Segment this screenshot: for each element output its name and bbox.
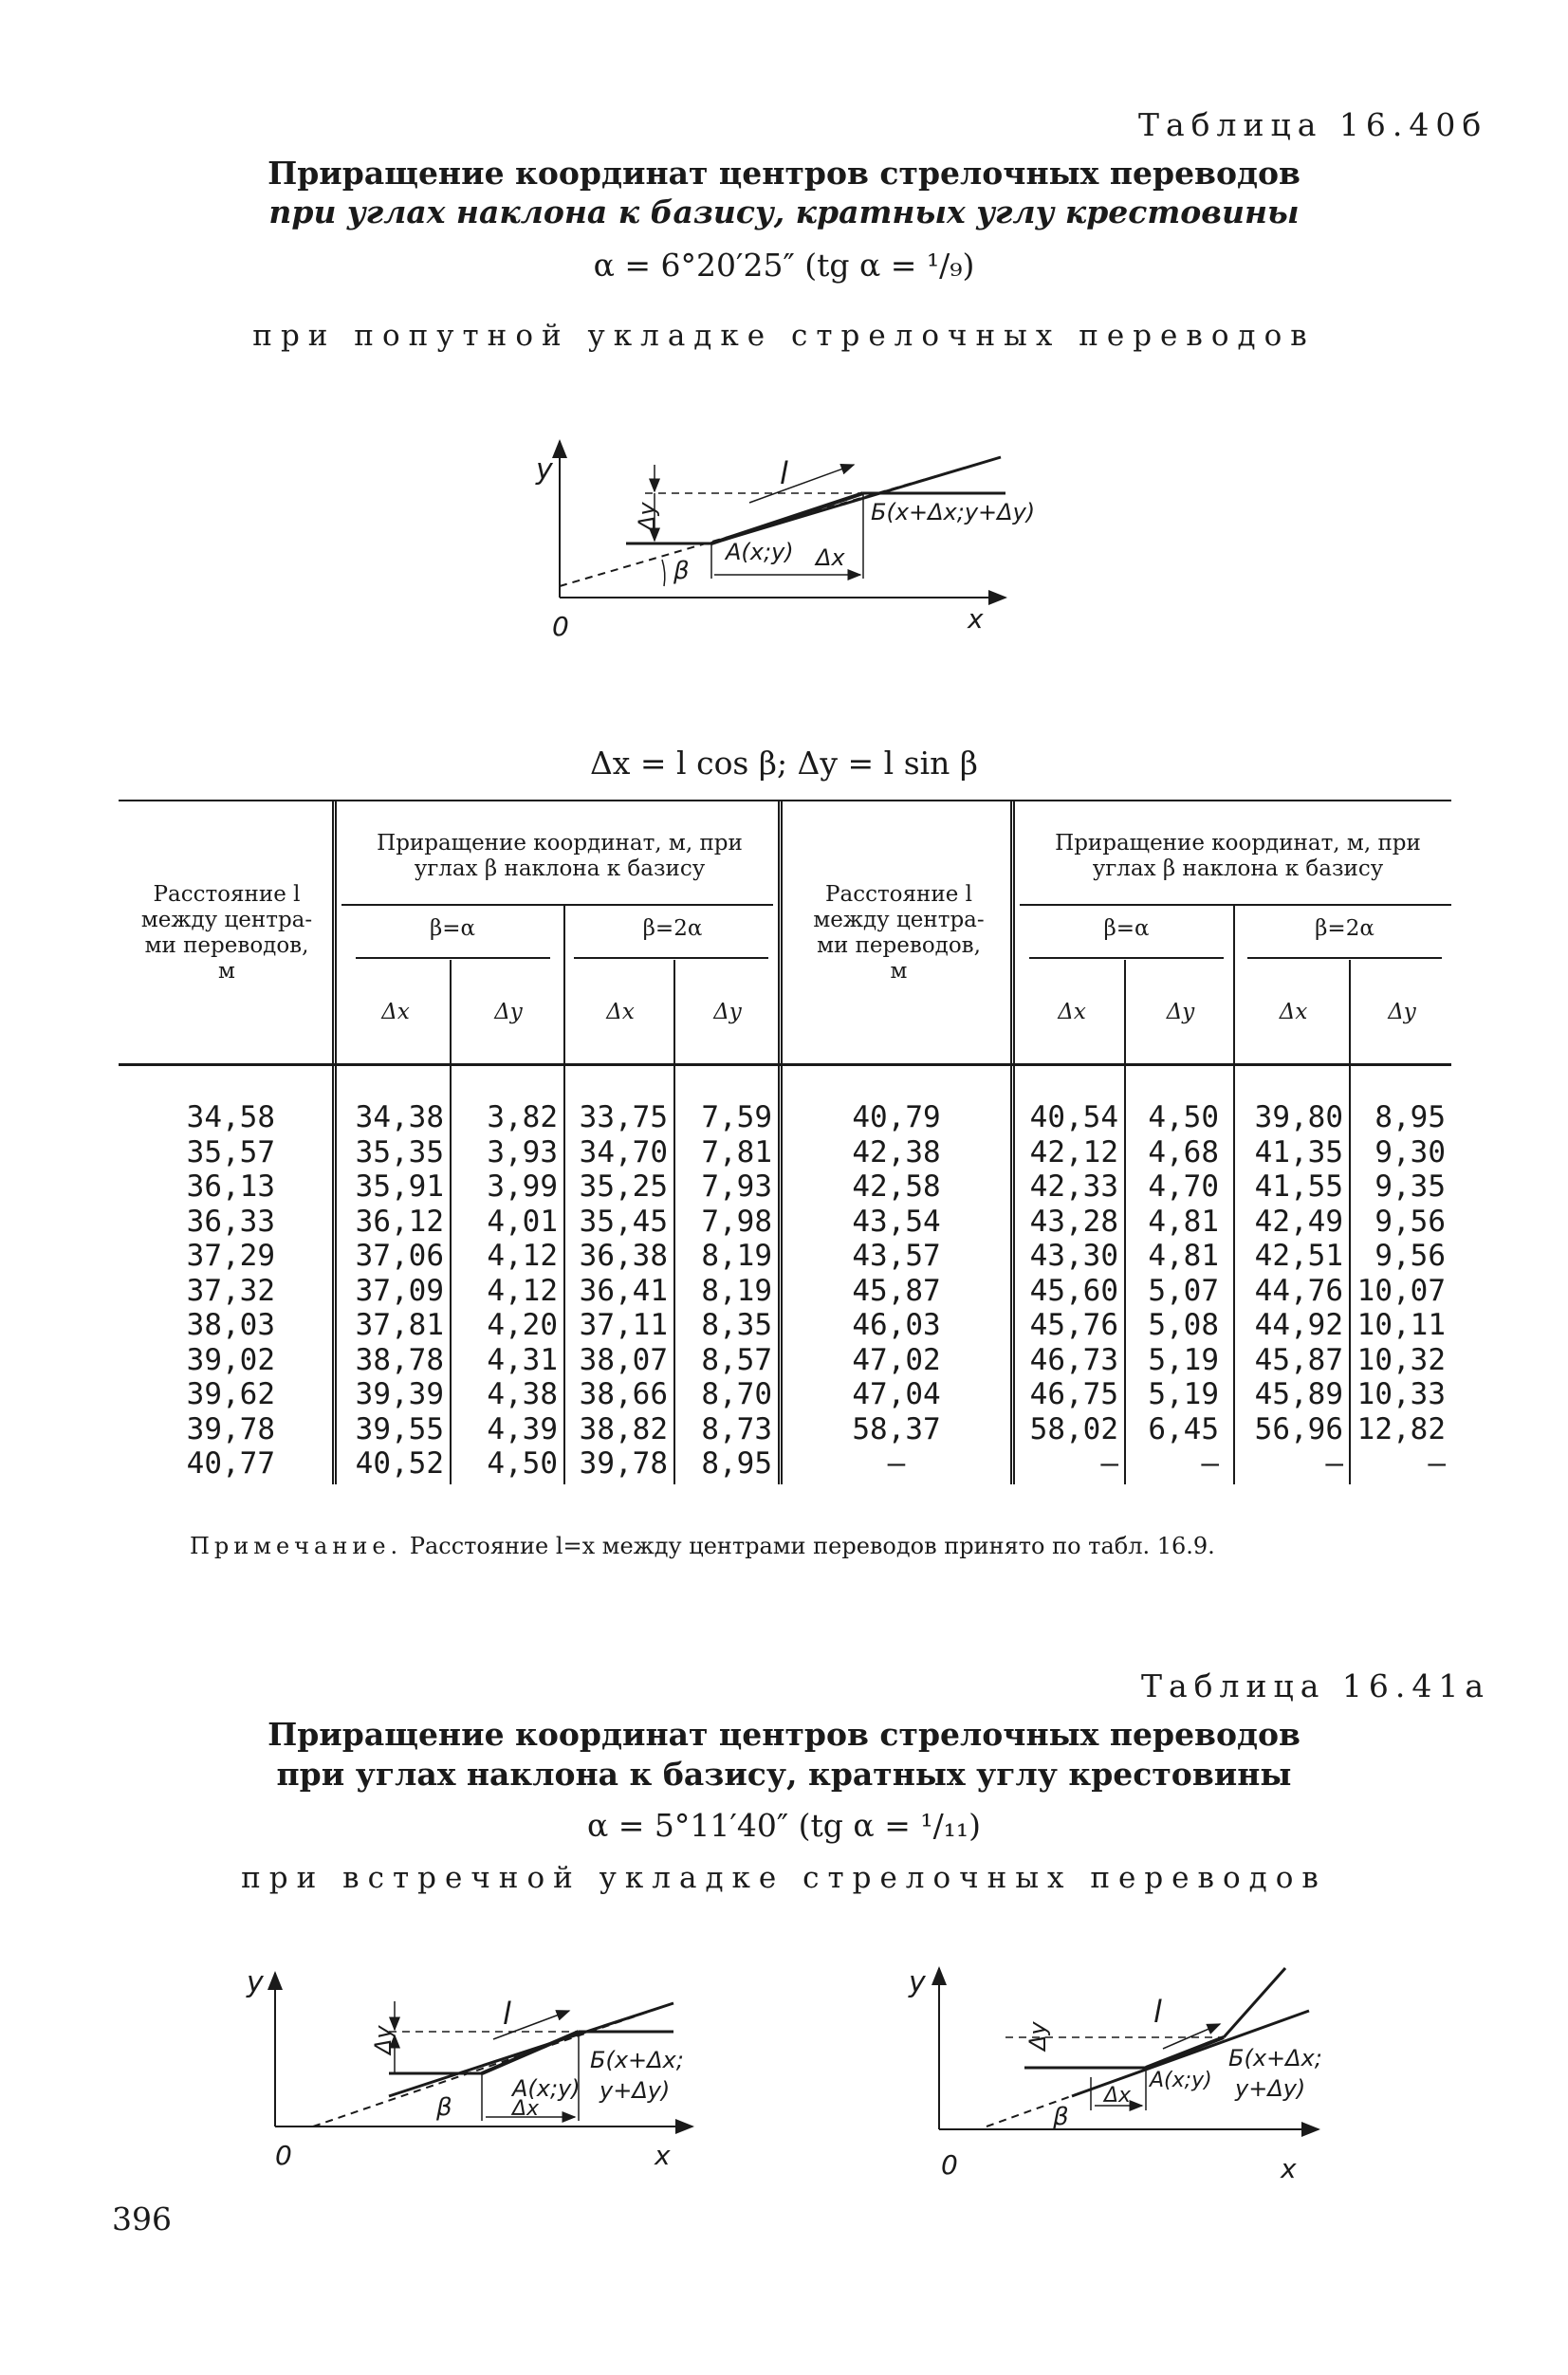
table-cell: 45,89 [1254,1377,1343,1411]
table-cell: 42,58 [852,1169,941,1204]
diagram-dx-label: Δx [1104,2084,1132,2108]
table-cell: 10,32 [1356,1342,1446,1377]
table-cell: 39,02 [186,1342,275,1377]
diagram-dx-label: Δx [816,544,845,571]
table-header-rule [119,1063,1451,1066]
table-cell: 37,32 [186,1273,275,1308]
table-cell: 39,78 [186,1411,275,1446]
table-cell: 42,38 [852,1134,941,1169]
diagram-opposite-switches-1 [237,1963,711,2191]
diagram-dy-label: Δy [634,502,660,531]
table-cell: 10,07 [1356,1273,1446,1308]
table-cell: 35,91 [355,1169,444,1204]
column-right-dx1 [1020,1100,1118,1482]
column-left-dx1 [341,1100,444,1482]
table-cell: 47,02 [852,1342,941,1377]
diagram-point-b-line2: y+Δy) [1235,2075,1306,2102]
table-cell: 44,92 [1254,1308,1343,1342]
table-cell: 40,54 [1029,1100,1118,1134]
table-cell: 43,30 [1029,1239,1118,1273]
table-cell: 41,55 [1254,1169,1343,1204]
table-cell: 4,31 [487,1342,558,1377]
table-cell: 7,93 [701,1169,772,1204]
table-cell: 8,35 [701,1308,772,1342]
table-cell: 46,03 [852,1308,941,1342]
diagram-l-label: l [1153,1994,1162,2030]
table-cell: 33,75 [579,1100,668,1134]
table-cell: 5,08 [1148,1308,1219,1342]
header-increment: Приращение координат, м, при углах β наклона к базису [1055,831,1421,881]
table-divider [563,906,565,1484]
table-cell: 46,73 [1029,1342,1118,1377]
table-cell: — [887,1446,906,1481]
table-cell: 34,38 [355,1100,444,1134]
table-cell: 40,52 [355,1446,444,1481]
table-cell: 44,76 [1254,1273,1343,1308]
table-cell: 34,70 [579,1134,668,1169]
diagram-dy-label: Δy [370,2025,397,2054]
table-cell: 39,78 [579,1446,668,1481]
table-title-line1: Приращение координат центров стрелочных переводов [267,155,1301,192]
table-cell: 39,62 [186,1377,275,1411]
table-cell: 42,12 [1029,1134,1118,1169]
diagram-origin-label: 0 [275,2140,292,2171]
table-cell: 9,30 [1374,1134,1446,1169]
column-left-dy1 [453,1100,558,1482]
table-divider [1010,801,1015,1484]
header-rule [356,957,550,959]
diagram-point-b: Б(x+Δx;y+Δy) [871,499,1036,525]
diagram-origin-label: 0 [941,2149,958,2181]
header-distance: Расстояние l между центра- ми переводов, м [140,882,313,984]
table-cell: 7,98 [701,1204,772,1239]
header-rule [574,957,768,959]
table-cell: 37,81 [355,1308,444,1342]
table-cell: 41,35 [1254,1134,1343,1169]
table-cell: 39,80 [1254,1100,1343,1134]
column-left-dy2 [677,1100,772,1482]
header-dx: Δx [1279,1000,1308,1024]
table-cell: 36,38 [579,1239,668,1273]
table-cell: 8,19 [701,1273,772,1308]
header-dy: Δy [1388,1000,1416,1024]
table-cell: 35,57 [186,1134,275,1169]
alpha-formula: α = 5°11′40″ (tg α = ¹/₁₁) [586,1807,982,1844]
table-cell: 47,04 [852,1377,941,1411]
table-cell: 4,38 [487,1377,558,1411]
table-cell: 4,68 [1148,1134,1219,1169]
table-cell: 36,33 [186,1204,275,1239]
header-rule [1247,957,1442,959]
table-cell: 3,99 [487,1169,558,1204]
table-cell: 43,57 [852,1239,941,1273]
table-cell: 36,12 [355,1204,444,1239]
table-divider [1349,960,1351,1484]
table-cell: — [1201,1446,1219,1481]
diagram-beta-label: β [1053,2103,1069,2131]
table-cell: 4,70 [1148,1169,1219,1204]
diagram-x-axis-label: x [1281,2153,1297,2184]
diagram-opposite-switches-2 [901,1954,1356,2191]
diagram-x-axis-label: x [655,2140,671,2171]
diagram-dy-label: Δy [1024,2021,1051,2051]
header-rule [1020,904,1451,906]
table-cell: 9,56 [1374,1204,1446,1239]
table-cell: 38,07 [579,1342,668,1377]
diagram-beta-label: β [673,557,690,585]
table-divider [778,801,783,1484]
header-increment: Приращение координат, м, при углах β наклона к базису [377,831,743,881]
table-cell: 56,96 [1254,1411,1343,1446]
diagram-point-a: A(x;y) [1150,2069,1212,2092]
table-cell: 36,13 [186,1169,275,1204]
diagram-origin-label: 0 [552,611,569,642]
diagram-y-axis-label: y [247,1966,264,1999]
table-cell: 46,75 [1029,1377,1118,1411]
diagram-y-axis-label: y [536,453,553,487]
table-cell: 4,01 [487,1204,558,1239]
table-cell: 42,33 [1029,1169,1118,1204]
layout-subtitle: при попутной укладке стрелочных переводов [252,319,1316,353]
table-cell: 9,35 [1374,1169,1446,1204]
table-cell: 38,03 [186,1308,275,1342]
table-cell: 8,95 [701,1446,772,1481]
header-rule [341,904,773,906]
table-cell: 4,12 [487,1273,558,1308]
table-cell: 4,39 [487,1411,558,1446]
table-cell: 4,81 [1148,1239,1219,1273]
table-cell: 58,37 [852,1411,941,1446]
header-beta-alpha: β=α [1103,916,1150,941]
column-right-dy1 [1128,1100,1219,1482]
table-divider [1124,960,1126,1484]
table-cell: — [1100,1446,1118,1481]
header-dy: Δy [713,1000,742,1024]
table-cell: 8,57 [701,1342,772,1377]
table-cell: 8,73 [701,1411,772,1446]
table-cell: 39,55 [355,1411,444,1446]
table-cell: 4,50 [1148,1100,1219,1134]
table-cell: 45,87 [852,1273,941,1308]
table-divider [1233,906,1235,1484]
table-cell: 5,19 [1148,1377,1219,1411]
header-beta-alpha: β=α [429,916,476,941]
column-right-l [835,1100,958,1482]
table-label: Таблица 16.41а [1141,1667,1491,1704]
table-cell: 4,81 [1148,1204,1219,1239]
table-cell: 43,28 [1029,1204,1118,1239]
diagram-aligned-switches [531,436,1062,664]
table-cell: 7,81 [701,1134,772,1169]
column-left-dx2 [567,1100,668,1482]
table-cell: 37,06 [355,1239,444,1273]
layout-subtitle: при встречной укладке стрелочных переводов [241,1861,1327,1895]
page-number: 396 [112,2200,172,2237]
table-cell: 34,58 [186,1100,275,1134]
table-cell: 35,35 [355,1134,444,1169]
table-cell: — [1325,1446,1343,1481]
table-cell: 4,20 [487,1308,558,1342]
table-cell: 4,12 [487,1239,558,1273]
table-cell: 40,77 [186,1446,275,1481]
table-cell: 5,07 [1148,1273,1219,1308]
table-title-line2: при углах наклона к базису, кратных углу крестовины [268,193,1300,230]
diagram-beta-label: β [436,2093,452,2122]
header-beta-2alpha: β=2α [1315,916,1374,941]
table-cell: 38,66 [579,1377,668,1411]
table-cell: 7,59 [701,1100,772,1134]
diagram-y-axis-label: y [909,1966,926,1999]
table-cell: 8,95 [1374,1100,1446,1134]
table-cell: 45,60 [1029,1273,1118,1308]
table-cell: 39,39 [355,1377,444,1411]
increment-formula: Δx = l cos β; Δy = l sin β [589,745,979,782]
table-divider [673,960,675,1484]
table-cell: 9,56 [1374,1239,1446,1273]
table-cell: 10,11 [1356,1308,1446,1342]
diagram-point-a: A(x;y) [512,2075,581,2102]
table-cell: — [1428,1446,1446,1481]
column-right-dx2 [1238,1100,1343,1482]
diagram-x-axis-label: x [968,603,984,635]
header-dx: Δx [606,1000,635,1024]
table-cell: 12,82 [1356,1411,1446,1446]
header-beta-2alpha: β=2α [642,916,703,941]
table-cell: 10,33 [1356,1377,1446,1411]
header-rule [1029,957,1224,959]
table-cell: 35,25 [579,1169,668,1204]
diagram-point-b-line2: y+Δy) [600,2077,671,2104]
table-cell: 4,50 [487,1446,558,1481]
diagram-point-b-line1: Б(x+Δx; [1228,2045,1322,2071]
table-cell: 58,02 [1029,1411,1118,1446]
table-cell: 8,19 [701,1239,772,1273]
alpha-formula: α = 6°20′25″ (tg α = ¹/₉) [593,247,975,284]
header-dx: Δx [381,1000,410,1024]
table-cell: 42,49 [1254,1204,1343,1239]
table-cell: 6,45 [1148,1411,1219,1446]
column-right-dy2 [1353,1100,1446,1482]
table-cell: 35,45 [579,1204,668,1239]
table-cell: 43,54 [852,1204,941,1239]
table-cell: 38,82 [579,1411,668,1446]
table-note: Примечание. Расстояние l=x между центрами переводов принято по табл. 16.9. [190,1533,1215,1559]
table-divider [450,960,452,1484]
table-cell: 37,11 [579,1308,668,1342]
table-cell: 3,93 [487,1134,558,1169]
header-distance: Расстояние l между центра- ми переводов, м [813,882,985,984]
table-cell: 40,79 [852,1100,941,1134]
table-cell: 8,70 [701,1377,772,1411]
table-cell: 45,87 [1254,1342,1343,1377]
table-cell: 37,09 [355,1273,444,1308]
header-dy: Δy [494,1000,523,1024]
diagram-dx-label: Δx [512,2097,540,2121]
table-label: Таблица 16.40б [1138,106,1488,143]
table-cell: 36,41 [579,1273,668,1308]
diagram-l-label: l [780,455,788,491]
diagram-l-label: l [503,1996,511,2032]
table-title-line1: Приращение координат центров стрелочных переводов [267,1716,1301,1753]
table-title-line2: при углах наклона к базису, кратных углу крестовины [276,1756,1292,1793]
table-cell: 5,19 [1148,1342,1219,1377]
table-divider [332,801,337,1484]
table-top-rule [119,800,1451,801]
column-left-l [152,1100,275,1482]
diagram-point-b-line1: Б(x+Δx; [590,2047,684,2073]
table-cell: 37,29 [186,1239,275,1273]
table-cell: 45,76 [1029,1308,1118,1342]
table-cell: 38,78 [355,1342,444,1377]
table-cell: 3,82 [487,1100,558,1134]
header-dx: Δx [1058,1000,1086,1024]
header-dy: Δy [1166,1000,1195,1024]
diagram-point-a: A(x;y) [726,539,794,565]
table-cell: 42,51 [1254,1239,1343,1273]
